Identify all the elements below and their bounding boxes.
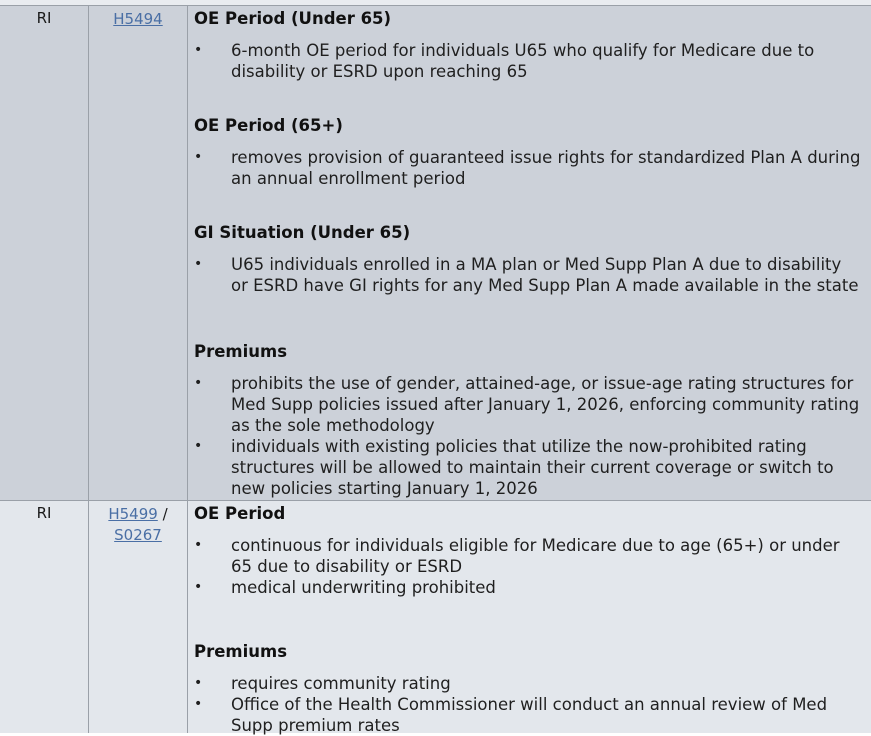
bullet-list — [194, 535, 863, 598]
list-item: • medical underwriting prohibited — [194, 577, 863, 598]
list-item: • Office of the Health Commissioner will conduct an annual review of Med Supp premium rates — [194, 694, 863, 736]
bill-cell — [89, 501, 188, 733]
bill-link-s0267[interactable]: S0267 — [114, 526, 162, 544]
bill-link-h5499[interactable]: H5499 — [108, 505, 158, 523]
list-item: • U65 individuals enrolled in a MA plan or Med Supp Plan A due to disability or ESRD have GI rights for any Med Supp Plan A made available in the state — [194, 254, 863, 296]
bill-cell — [89, 6, 188, 500]
section-heading: Premiums — [194, 342, 288, 361]
list-item: • requires community rating — [194, 673, 863, 694]
state-label: RI — [36, 504, 52, 522]
section-heading: Premiums — [194, 642, 288, 661]
table-row — [0, 500, 871, 733]
list-item: • 6-month OE period for individuals U65 who qualify for Medicare due to disability or ESRD upon reaching 65 — [194, 40, 863, 82]
bill-link-h5494[interactable]: H5494 — [113, 10, 163, 28]
bullet-list — [194, 147, 863, 189]
bullet-list — [194, 673, 863, 736]
state-label: RI — [36, 9, 52, 27]
detail-cell — [188, 6, 871, 500]
table-row — [0, 5, 871, 500]
section-heading: OE Period (Under 65) — [194, 9, 392, 28]
section-heading: OE Period — [194, 504, 286, 523]
section-heading: OE Period (65+) — [194, 116, 343, 135]
list-item: • prohibits the use of gender, attained-age, or issue-age rating structures for Med Supp policies issued after January 1, 2026, enforcing community rating as the sole methodology — [194, 373, 863, 436]
bullet-list — [194, 373, 863, 499]
detail-cell — [188, 501, 871, 733]
bullet-list — [194, 254, 863, 296]
list-item: • individuals with existing policies that utilize the now-prohibited rating structures will be allowed to maintain their current coverage or switch to new policies starting January 1, 2026 — [194, 436, 863, 499]
state-cell — [0, 501, 89, 733]
bullet-list — [194, 40, 863, 82]
bill-separator: / — [162, 505, 168, 523]
state-cell — [0, 6, 89, 500]
list-item: • removes provision of guaranteed issue rights for standardized Plan A during an annual enrollment period — [194, 147, 863, 189]
list-item: • continuous for individuals eligible for Medicare due to age (65+) or under 65 due to disability or ESRD — [194, 535, 863, 577]
section-heading: GI Situation (Under 65) — [194, 223, 411, 242]
